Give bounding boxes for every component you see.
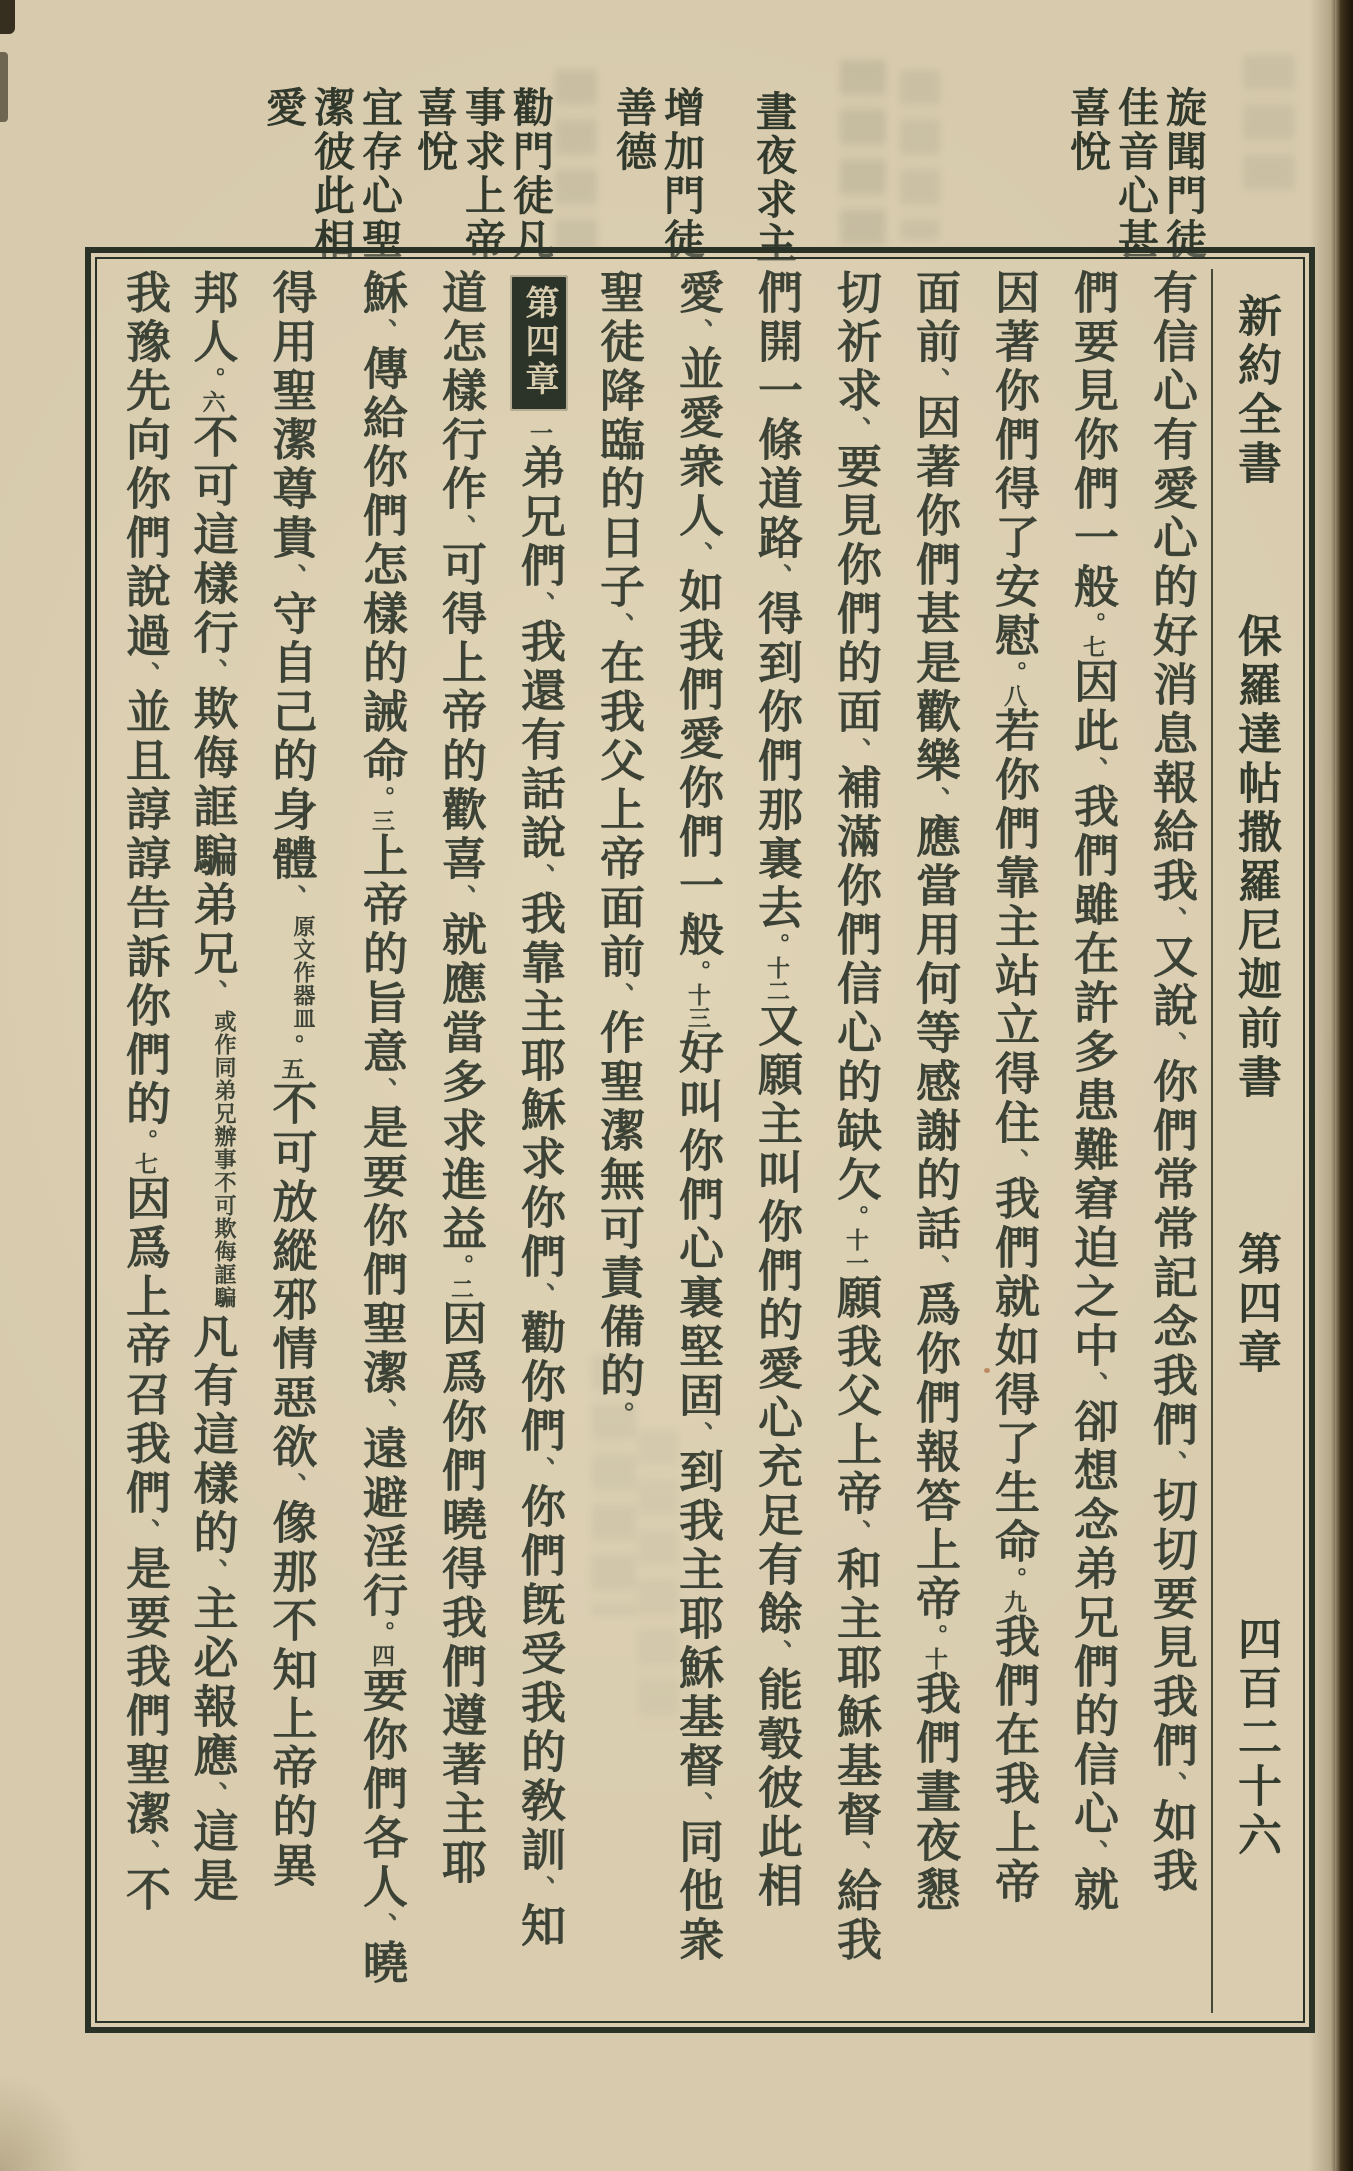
verse-number: 。十 (921, 1624, 947, 1670)
text-run: 主必報應 (185, 1585, 239, 1781)
text-run: 們要見你們一般 (1066, 269, 1119, 612)
punctuation: 、 (1156, 1771, 1187, 1798)
punctuation: 。 (603, 1401, 634, 1428)
text-run: 卻想念弟兄們的信心 (1066, 1398, 1119, 1839)
margin-note-line: 宜存心聖 (355, 86, 403, 262)
text-run: 並愛衆人 (671, 345, 724, 541)
punctuation: 、 (603, 982, 634, 1009)
text-run: 要你們各人 (355, 1667, 408, 1912)
punctuation: 、 (366, 1912, 397, 1939)
inline-annotation (184, 1010, 263, 1309)
text-run: 得到你們那裏去 (750, 590, 803, 933)
punctuation: 、 (682, 318, 713, 345)
punctuation: 、 (275, 563, 307, 590)
punctuation: 、 (1077, 1839, 1108, 1866)
margin-note-line: 喜悅 (410, 86, 458, 174)
page-number: 四百二十六 (1230, 1616, 1281, 1861)
text-run: 要見你們的面 (829, 443, 882, 737)
text-run: 面前 (908, 269, 961, 367)
text-run: 聖徒降臨的日子 (592, 269, 645, 612)
text-run: 應當用何等感謝的話 (908, 813, 961, 1254)
text-run: 補滿你們信心的缺欠 (829, 764, 882, 1205)
text-run: 切切要見我們 (1145, 1477, 1198, 1771)
spacer (1254, 269, 1256, 293)
punctuation: 、 (366, 1398, 397, 1425)
verse-number: 。四 (368, 1621, 394, 1667)
annotation-right-line: 或作同弟兄辦事 (211, 1010, 236, 1171)
annotation-left-line: 器皿 (290, 984, 315, 1030)
punctuation: 、 (919, 367, 950, 394)
text-run: 能彀彼此相 (750, 1666, 803, 1911)
punctuation: 、 (275, 1472, 307, 1499)
text-run: 切祈求 (829, 269, 882, 416)
margin-note-line: 事求上帝 (458, 86, 506, 262)
body-column (263, 269, 342, 2013)
text-run: 守自己的身體 (264, 590, 318, 884)
punctuation: 、 (761, 563, 792, 590)
verse-number: 。八 (1000, 661, 1026, 707)
body-column (816, 269, 895, 2013)
text-run: 這是 (185, 1808, 239, 1906)
punctuation: 、 (1077, 756, 1108, 783)
punctuation: 、 (275, 884, 307, 911)
body-column (974, 269, 1053, 2013)
inline-annotation (263, 915, 342, 1030)
chapter-heading-box: 第四章 (510, 275, 568, 411)
spacer (1254, 489, 1256, 613)
text-run: 和主耶穌基督 (829, 1546, 882, 1840)
text-run: 就 (1066, 1866, 1119, 1915)
punctuation: 、 (919, 786, 950, 813)
punctuation: 、 (445, 884, 476, 911)
text-run: 知 (513, 1902, 566, 1951)
body-column (342, 269, 421, 2013)
verse-number: 。十二 (763, 933, 789, 1002)
verse-number: 一 (526, 421, 552, 444)
punctuation: 、 (196, 1781, 228, 1808)
body-column (500, 269, 579, 2013)
punctuation: 、 (196, 979, 228, 1006)
spacer (1254, 1103, 1256, 1231)
margin-note-line: 喜悅 (1063, 86, 1111, 174)
body-column (658, 269, 737, 2013)
body-column (1053, 269, 1132, 2013)
text-run: 因爲上帝召我們 (118, 1175, 171, 1518)
body-column (1132, 269, 1211, 2013)
text-run: 勸你們 (513, 1309, 566, 1456)
text-run: 有信心有愛心的好消息報給我 (1145, 269, 1198, 906)
chapter-label: 第四章 (1230, 1231, 1281, 1378)
margin-notes (0, 0, 1353, 266)
margin-note-line: 愛 (259, 86, 307, 130)
margin-note-line: 旋聞門徒 (1159, 86, 1207, 262)
punctuation: 、 (524, 591, 555, 618)
punctuation: 、 (445, 514, 476, 541)
text-run: 傳給你們怎樣的誡命 (355, 345, 408, 786)
punctuation: 、 (524, 1456, 555, 1483)
text-run: 你們常常記念我們 (1145, 1058, 1198, 1450)
text-run: 弟兄們 (513, 444, 566, 591)
text-run: 們開一條道路 (750, 269, 803, 563)
body-column (737, 269, 816, 2013)
punctuation: 、 (682, 541, 713, 568)
text-run: 愛 (671, 269, 724, 318)
margin-note-line: 佳音心甚 (1111, 86, 1159, 262)
text-run: 凡有這樣的 (185, 1313, 239, 1558)
margin-note-group (749, 90, 797, 266)
body-column (895, 269, 974, 2013)
text-run: 因著你們得了安慰 (987, 269, 1040, 661)
text-run: 到我主耶穌基督 (671, 1448, 724, 1791)
punctuation: 、 (682, 1421, 713, 1448)
verse-number: 。七 (131, 1129, 157, 1175)
book-title: 新約全書 (1230, 293, 1281, 489)
punctuation: 、 (366, 318, 397, 345)
text-run: 我豫先向你們說過 (118, 269, 171, 661)
punctuation: 、 (524, 863, 555, 890)
text-run: 上帝的旨意 (355, 832, 408, 1077)
margin-note-line: 勸門徒凡 (506, 86, 554, 262)
punctuation: 、 (1156, 1450, 1187, 1477)
text-run: 如我 (1145, 1798, 1198, 1896)
punctuation: 、 (682, 1791, 713, 1818)
text-run: 你們旣受我的敎訓 (513, 1483, 566, 1875)
punctuation: 、 (129, 661, 160, 688)
punctuation: 、 (366, 1077, 397, 1104)
punctuation: 、 (196, 658, 228, 685)
text-run: 因著你們甚是歡樂 (908, 394, 961, 786)
punctuation: 、 (998, 1148, 1029, 1175)
text-run: 我們晝夜懇 (908, 1670, 961, 1915)
punctuation: 、 (919, 1254, 950, 1281)
punctuation: 、 (1077, 1371, 1108, 1398)
text-run: 就應當多求進益 (434, 911, 487, 1254)
verse-number: 。九 (1000, 1567, 1026, 1613)
text-run: 道怎樣行作 (434, 269, 487, 514)
text-run: 我靠主耶穌求你們 (513, 890, 566, 1282)
text-run: 若你們靠主站立得住 (987, 707, 1040, 1148)
text-run: 曉 (355, 1939, 408, 1988)
text-run: 並且諄諄告訴你們的 (118, 688, 171, 1129)
punctuation: 、 (840, 737, 871, 764)
text-run: 邦人 (185, 269, 239, 367)
text-run: 遠避淫行 (355, 1425, 408, 1621)
punctuation: 、 (840, 416, 871, 443)
annotation-left-line: 不可欺侮誆騙 (211, 1171, 236, 1309)
text-run: 是要你們聖潔 (355, 1104, 408, 1398)
text-run: 好叫你們心裏堅固 (671, 1029, 724, 1421)
text-run: 給我 (829, 1867, 882, 1965)
text-run: 得用聖潔尊貴 (264, 269, 318, 563)
scan-edge-shadow (1331, 0, 1353, 2171)
frame-inner-border (95, 257, 1305, 2023)
body-column (105, 269, 184, 2013)
corner-shadow (0, 2031, 120, 2171)
annotation-right-line: 原文作 (290, 915, 315, 984)
text-run: 又願主叫你們的愛心充足有餘 (750, 1002, 803, 1639)
text-run: 不可這樣行 (185, 413, 239, 658)
text-run: 在我父上帝面前 (592, 639, 645, 982)
verse-number: 。二 (447, 1254, 473, 1300)
text-run: 我們就如得了生命 (987, 1175, 1040, 1567)
body-column (421, 269, 500, 2013)
margin-note-line: 增加門徒 (657, 86, 705, 262)
punctuation: 、 (524, 1875, 555, 1902)
text-run: 因此 (1066, 658, 1119, 756)
margin-note-group (259, 86, 403, 262)
spacer (1254, 1378, 1256, 1616)
punctuation: 、 (840, 1840, 871, 1867)
text-run: 爲你們報答上帝 (908, 1281, 961, 1624)
punctuation: 、 (129, 1839, 160, 1866)
text-run: 又說 (1145, 933, 1198, 1031)
margin-note-line: 潔彼此相 (307, 86, 355, 262)
verse-number: 。七 (1079, 612, 1105, 658)
page-frame (85, 247, 1315, 2033)
verse-number: 。五 (277, 1034, 304, 1080)
text-run: 像那不知上帝的異 (264, 1499, 318, 1891)
text-run: 我們雖在許多患難窘迫之中 (1066, 783, 1119, 1371)
punctuation: 、 (1156, 906, 1187, 933)
verse-number: 。十三 (684, 960, 710, 1029)
body-column (579, 269, 658, 2013)
text-run: 我們在我上帝 (987, 1613, 1040, 1907)
verse-number: 。三 (368, 786, 394, 832)
text-run: 欺侮誆騙弟兄 (185, 685, 239, 979)
punctuation: 、 (603, 612, 634, 639)
punctuation: 、 (129, 1518, 160, 1545)
body-columns (97, 259, 1303, 2021)
margin-note-group (609, 86, 705, 262)
punctuation: 、 (524, 1282, 555, 1309)
verse-number: 。六 (198, 367, 225, 413)
title-column (1211, 269, 1297, 2013)
margin-note-line: 晝夜求主 (749, 90, 797, 266)
punctuation: 、 (840, 1519, 871, 1546)
margin-note-group (410, 86, 554, 262)
margin-note-line: 善德 (609, 86, 657, 174)
text-run: 我還有話說 (513, 618, 566, 863)
margin-note-group (1063, 86, 1207, 262)
text-run: 同他衆 (671, 1818, 724, 1965)
text-run: 可得上帝的歡喜 (434, 541, 487, 884)
text-run: 如我們愛你們一般 (671, 568, 724, 960)
text-run: 穌 (355, 269, 408, 318)
punctuation: 、 (761, 1639, 792, 1666)
section-title: 保羅達帖撒羅尼迦前書 (1230, 613, 1281, 1103)
text-run: 不 (118, 1866, 171, 1915)
text-run: 不可放縱邪情惡欲 (264, 1080, 318, 1472)
punctuation: 、 (1156, 1031, 1187, 1058)
text-run: 因爲你們曉得我們遵著主耶 (434, 1300, 487, 1888)
punctuation: 、 (196, 1558, 228, 1585)
text-run: 是要我們聖潔 (118, 1545, 171, 1839)
text-run: 作聖潔無可責備的 (592, 1009, 645, 1401)
text-run: 願我父上帝 (829, 1274, 882, 1519)
verse-number: 。十一 (842, 1205, 868, 1274)
